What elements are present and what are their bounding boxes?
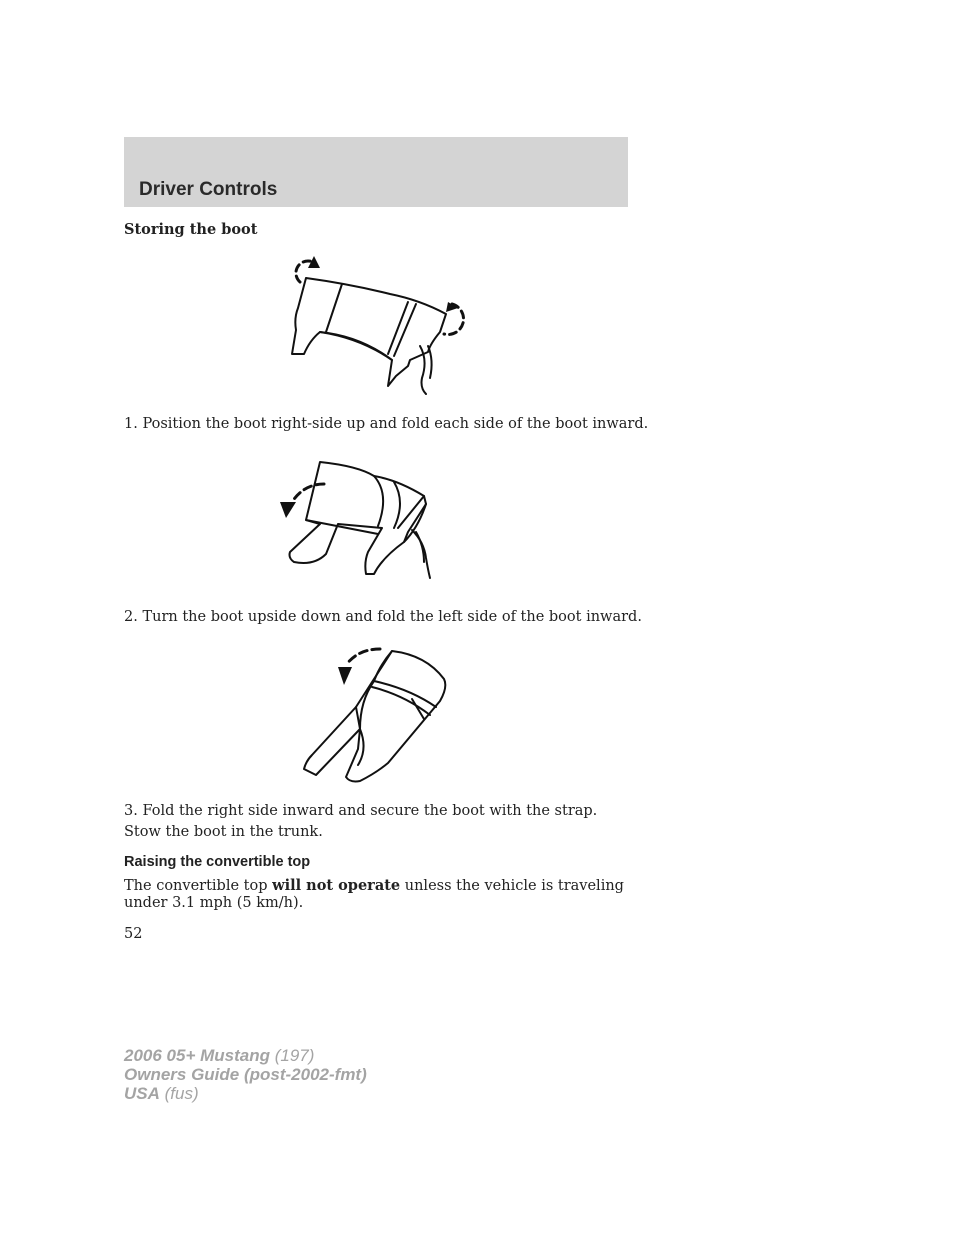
boot-fold-step2-illustration (278, 458, 438, 580)
boot-fold-step3-illustration (300, 645, 450, 785)
raising-top-heading: Raising the convertible top (124, 854, 311, 870)
section-header-band (124, 137, 628, 207)
step-2-text: 2. Turn the boot upside down and fold the left side of the boot inward. (124, 609, 642, 625)
page-number: 52 (124, 926, 143, 942)
storing-boot-heading: Storing the boot (124, 221, 258, 238)
step-3-text: 3. Fold the right side inward and secure the boot with the strap. (124, 803, 598, 819)
raising-top-paragraph: The convertible top will not operate unless the vehicle is traveling under 3.1 mph (5 km/h). (124, 877, 624, 911)
page-title: Driver Controls (139, 179, 278, 200)
step-1-text: 1. Position the boot right-side up and fold each side of the boot inward. (124, 416, 649, 432)
boot-fold-step1-illustration (280, 248, 480, 393)
stow-text: Stow the boot in the trunk. (124, 824, 323, 840)
document-footer: 2006 05+ Mustang (197) Owners Guide (post-2002-fmt) USA (fus) (124, 1046, 367, 1103)
